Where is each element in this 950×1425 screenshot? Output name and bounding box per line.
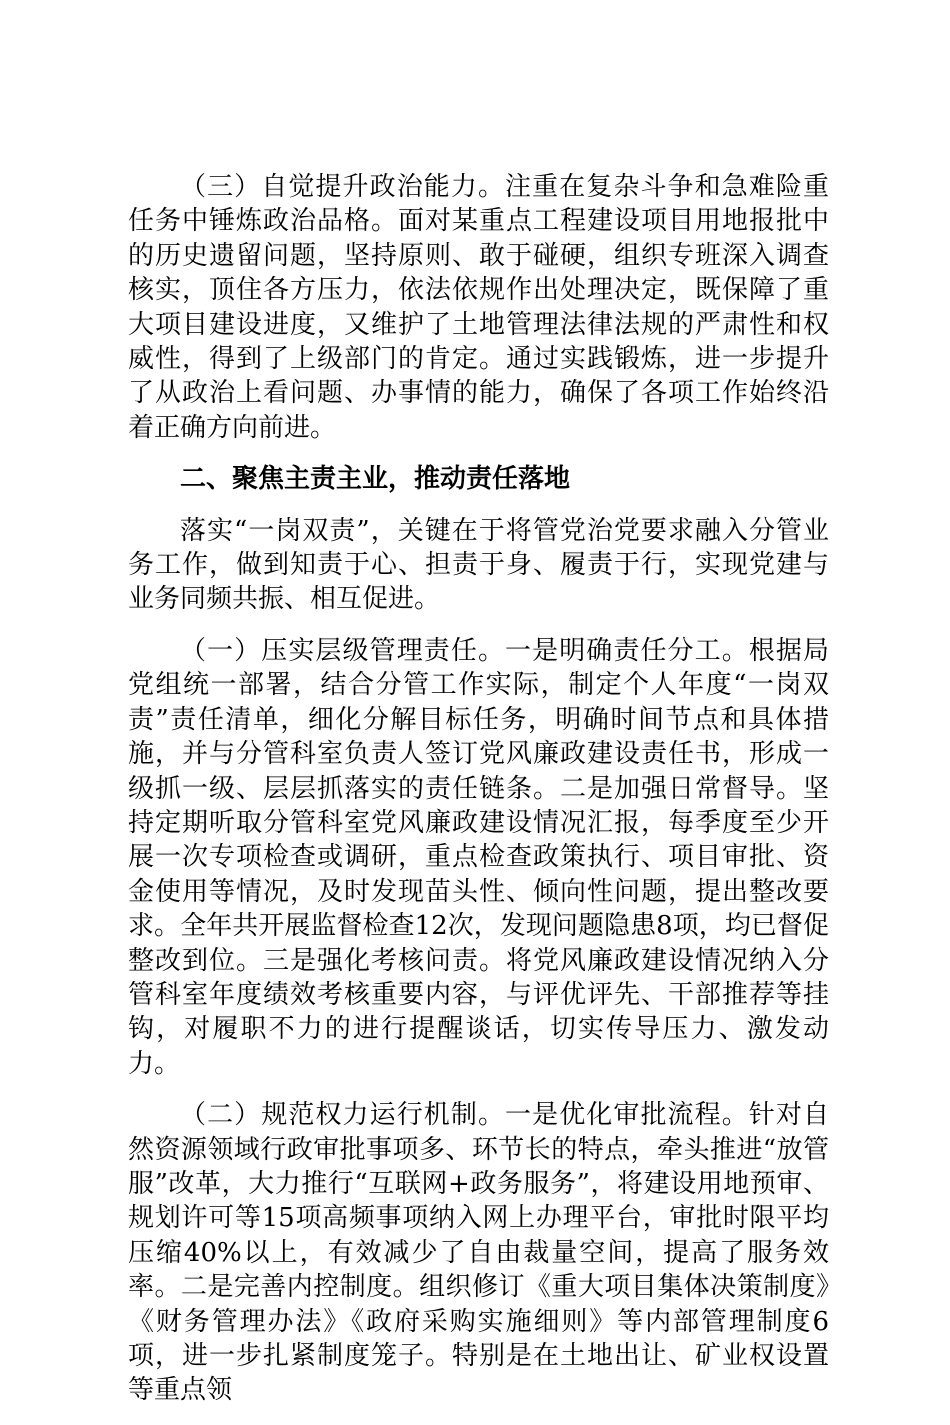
paragraph-intro-responsibility: 落实“一岗双责”，关键在于将管党治党要求融入分管业务工作，做到知责于心、担责于身、履责于行，实现党建与业务同频共振、相互促进。	[128, 515, 829, 615]
section-heading-2: 二、聚焦主责主业，推动责任落地	[180, 464, 571, 495]
paragraph-political-ability: （三）自觉提升政治能力。注重在复杂斗争和急难险重任务中锤炼政治品格。面对某重点工程建设项目用地报批中的历史遗留问题，坚持原则、敢于碰硬，组织专班深入调查核实，顶住各方压力，依法依规作出处理决定，既保障了重大项目建设进度，又维护了土地管理法律法规的严肃性和权威性，得到了上级部门的肯定。通过实践锻炼，进一步提升了从政治上看问题、办事情的能力，确保了各项工作始终沿着正确方向前进。	[128, 172, 829, 443]
paragraph-power-operation: （二）规范权力运行机制。一是优化审批流程。针对自然资源领域行政审批事项多、环节长的特点，牵头推进“放管服”改革，大力推行“互联网+政务服务”，将建设用地预审、规划许可等15项高频事项纳入网上办理平台，审批时限平均压缩40%以上，有效减少了自由裁量空间，提高了服务效率。二是完善内控制度。组织修订《重大项目集体决策制度》《财务管理办法》《政府采购实施细则》等内部管理制度6项，进一步扎紧制度笼子。特别是在土地出让、矿业权设置等重点领	[128, 1100, 829, 1406]
document-body	[128, 170, 829, 1425]
paragraph-management-responsibility: （一）压实层级管理责任。一是明确责任分工。根据局党组统一部署，结合分管工作实际，制定个人年度“一岗双责”责任清单，细化分解目标任务，明确时间节点和具体措施，并与分管科室负责人签订党风廉政建设责任书，形成一级抓一级、层层抓落实的责任链条。二是加强日常督导。坚持定期听取分管科室党风廉政建设情况汇报，每季度至少开展一次专项检查或调研，重点检查政策执行、项目审批、资金使用等情况，及时发现苗头性、倾向性问题，提出整改要求。全年共开展监督检查12次，发现问题隐患8项，均已督促整改到位。三是强化考核问责。将党风廉政建设情况纳入分管科室年度绩效考核重要内容，与评优评先、干部推荐等挂钩，对履职不力的进行提醒谈话，切实传导压力、激发动力。	[128, 635, 829, 1079]
